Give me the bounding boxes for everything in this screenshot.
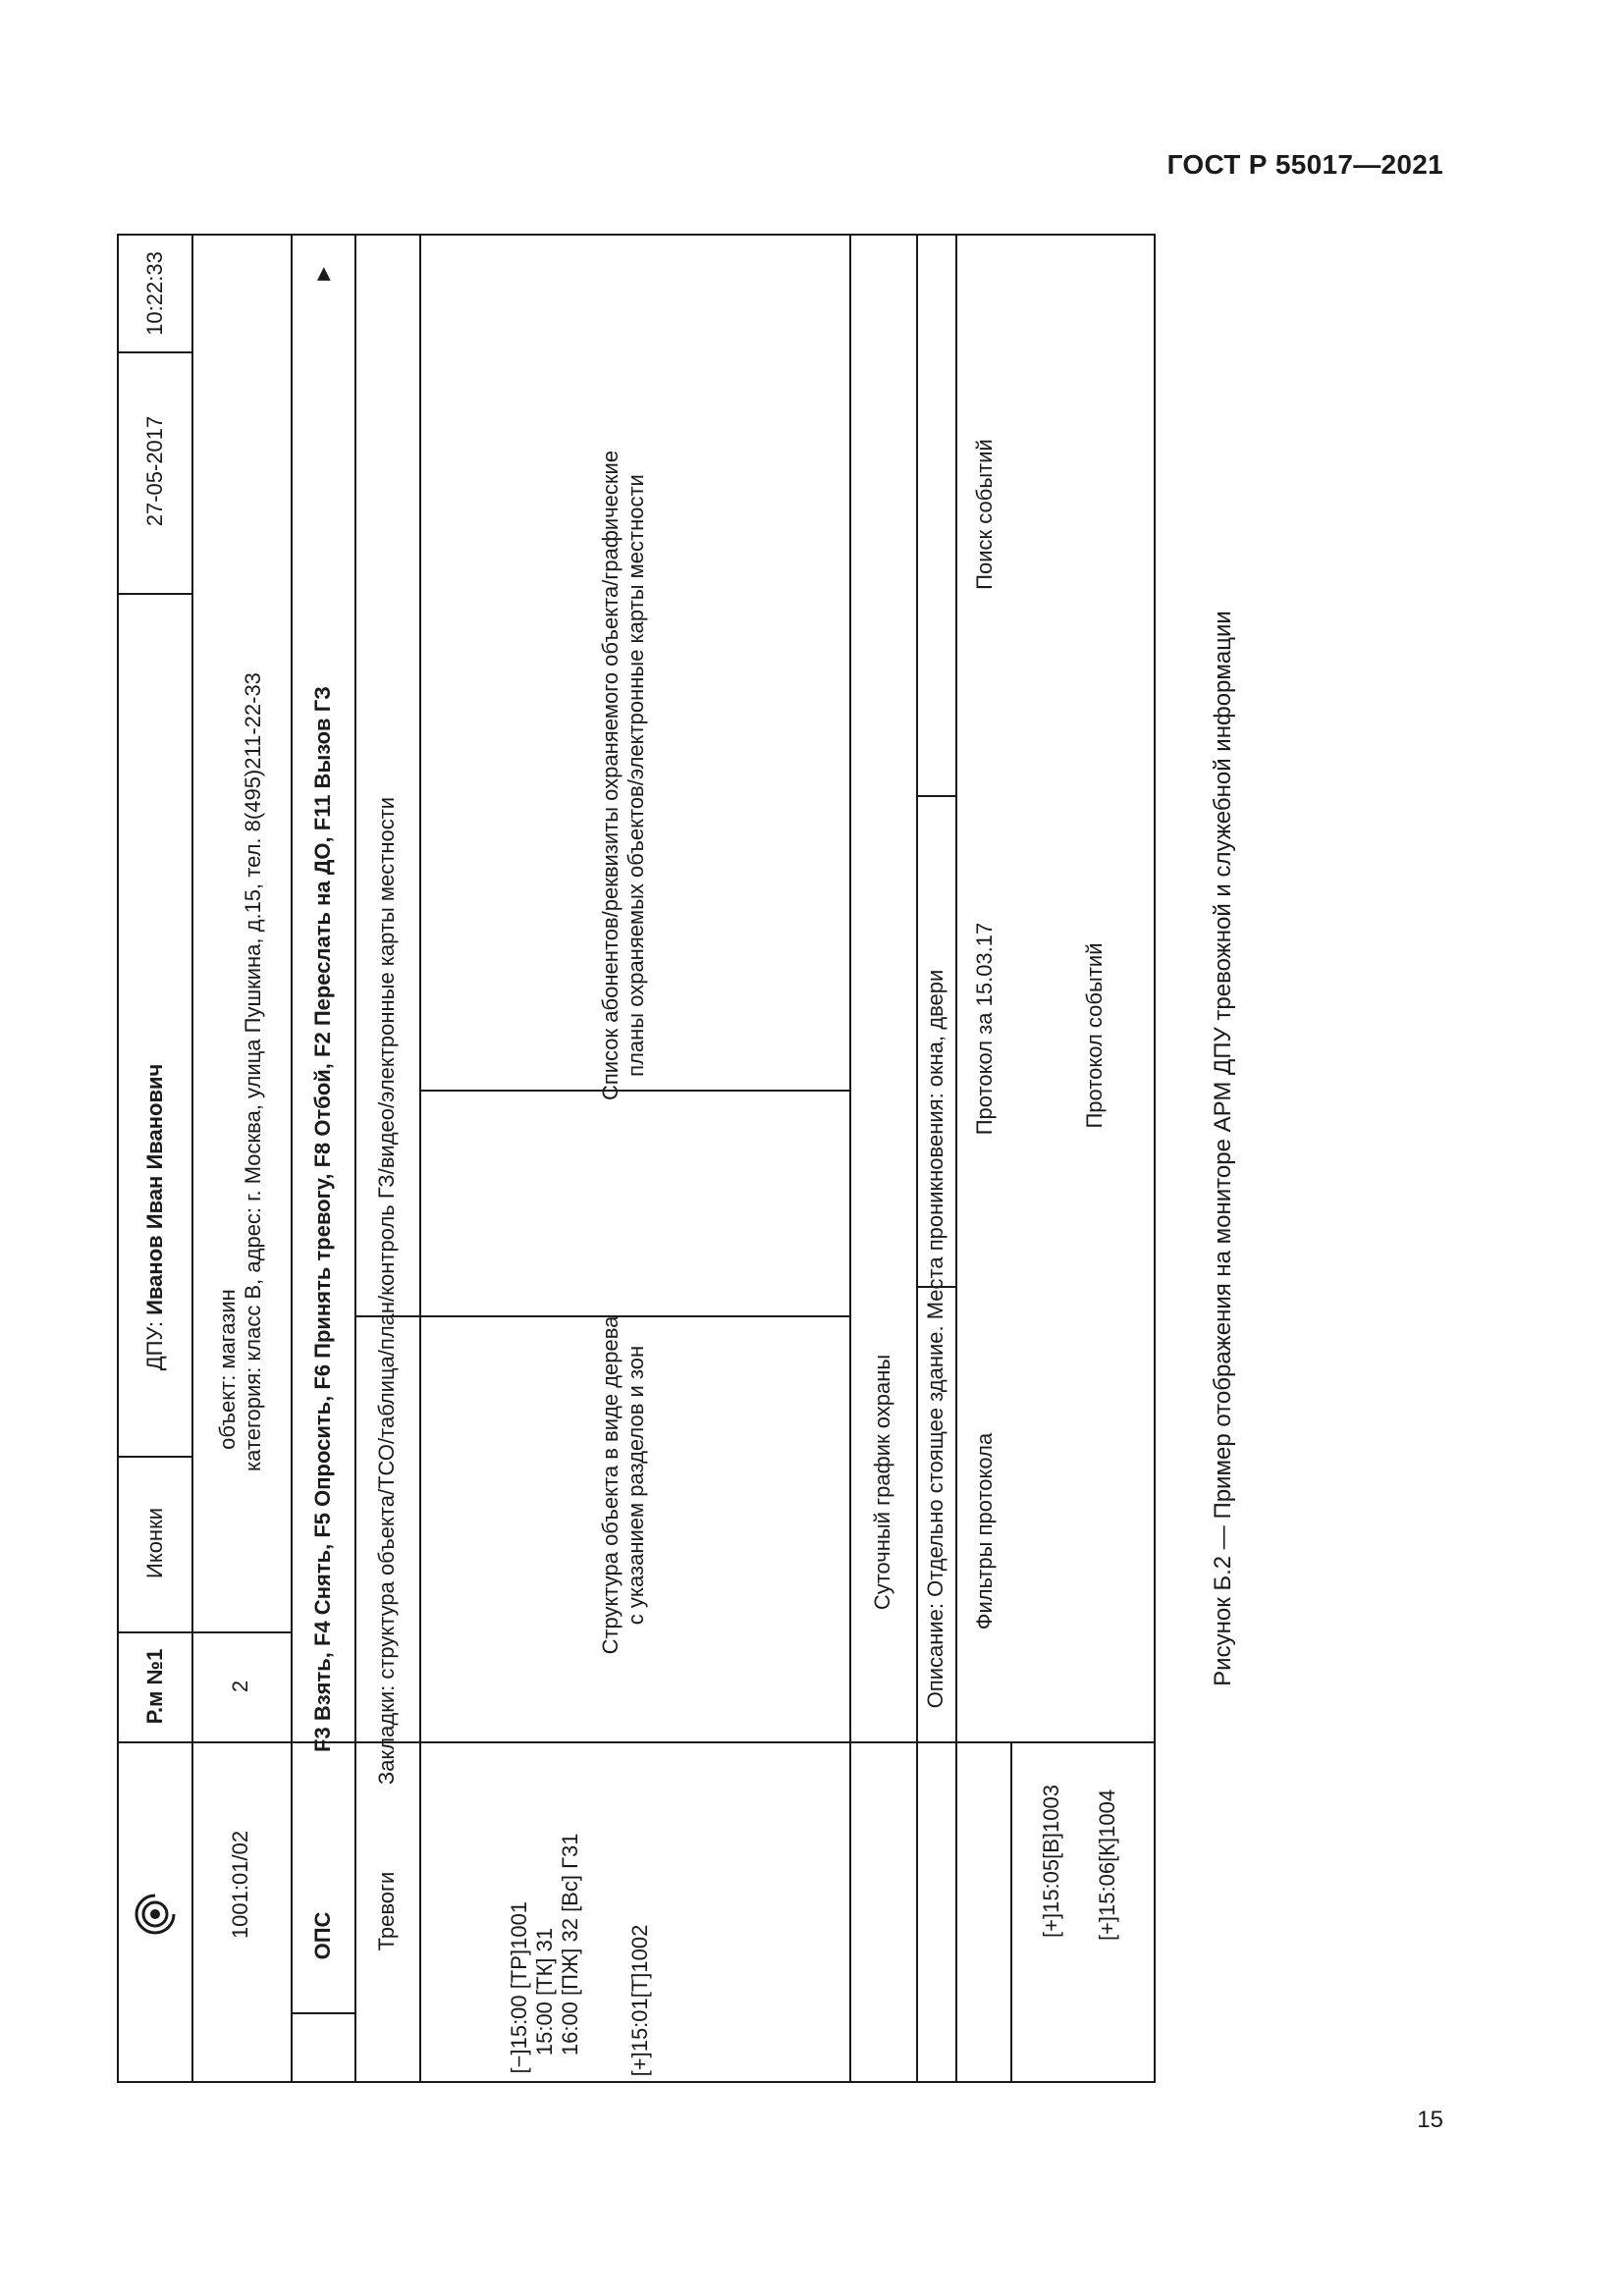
dpu-operator bbox=[142, 1064, 168, 1371]
object-structure-panel[interactable]: Структура объекта в виде дерева с указанием разделов и зон bbox=[598, 1315, 648, 1655]
object-name: объект: магазин bbox=[215, 1289, 240, 1450]
events-protocol-label: Протокол событий bbox=[1082, 942, 1107, 1129]
protocol-date[interactable]: Протокол за 15.03.17 bbox=[972, 922, 997, 1136]
dpu-prefix: ДПУ: bbox=[142, 1314, 167, 1371]
system-label: ОПС bbox=[310, 1911, 335, 1960]
protocol-filters[interactable]: Фильтры протокола bbox=[972, 1432, 997, 1630]
object-tabs[interactable]: Закладки: структура объекта/ТСО/таблица/план/контроль ГЗ/видео/электронные карты местности bbox=[374, 796, 399, 1786]
subscribers-list-panel[interactable]: Список абонентов/реквизиты охраняемого объекта/графические планы охраняемых объектов/электронные карты местности bbox=[598, 450, 648, 1101]
header-split-name bbox=[119, 1456, 191, 1458]
alarms-title: Тревоги bbox=[374, 1871, 399, 1951]
current-date: 27-05-2017 bbox=[142, 415, 167, 527]
band-divider-3 bbox=[354, 236, 356, 2081]
band-divider-5 bbox=[849, 236, 851, 2081]
object-split bbox=[191, 1631, 291, 1633]
protocol-split-2 bbox=[916, 795, 955, 797]
command-hotkeys[interactable]: F3 Взять, F4 Снять, F5 Опросить, F6 Принять тревогу, F8 Отбой, F2 Переслать на ДО, F11 Вызов ГЗ bbox=[310, 686, 335, 1752]
object-description: Описание: Отдельно стоящее здание. Места проникновения: окна, двери bbox=[923, 969, 947, 1709]
band-divider-4 bbox=[419, 236, 421, 2081]
band-divider-7 bbox=[955, 236, 957, 2081]
icons-label: Иконки bbox=[142, 1508, 167, 1578]
search-events[interactable]: Поиск событий bbox=[972, 439, 997, 590]
figure-caption: Рисунок Б.2 — Пример отображения на мониторе АРМ ДПУ тревожной и служебной информации bbox=[1210, 611, 1236, 1686]
current-time: 10:22:33 bbox=[142, 251, 167, 336]
page-number: 15 bbox=[1417, 2107, 1443, 2133]
band-divider-8 bbox=[1010, 1741, 1012, 2081]
dpu-name: Иванов Иван Иванович bbox=[142, 1063, 167, 1315]
workplace-label: Р.м №1 bbox=[142, 1648, 167, 1725]
object-number: 2 bbox=[228, 1680, 252, 1693]
header-split-icons bbox=[119, 1631, 191, 1633]
arrow-split bbox=[291, 2012, 354, 2014]
expand-arrow-icon[interactable]: ▶ bbox=[312, 267, 333, 281]
band-divider-6 bbox=[916, 236, 918, 2081]
band-divider-2 bbox=[291, 236, 293, 2081]
event-row-2[interactable]: [+]15:06[К]1004 bbox=[1095, 1789, 1119, 1942]
object-details: категория: класс В, адрес: г. Москва, улица Пушкина, д.15, тел. 8(495)211-22-33 bbox=[241, 672, 265, 1471]
daily-schedule-panel[interactable]: Суточный график охраны bbox=[870, 1354, 894, 1611]
left-column-divider bbox=[119, 1741, 1154, 1743]
header-split-time bbox=[119, 351, 191, 353]
band-divider-1 bbox=[191, 236, 193, 2081]
screen-layout-frame bbox=[117, 234, 1156, 2083]
alarm-event-second[interactable]: [+]15:01[Т]1002 bbox=[627, 1924, 652, 2077]
object-code: 1001:01/02 bbox=[228, 1830, 252, 1940]
header-split-date bbox=[119, 593, 191, 595]
standard-number: ГОСТ Р 55017—2021 bbox=[1166, 149, 1443, 180]
event-row-1[interactable]: [+]15:05[В]1003 bbox=[1039, 1785, 1063, 1938]
spiral-logo-icon bbox=[134, 1893, 177, 1936]
alarm-event-main[interactable]: [−]15:00 [ТР]1001 15:00 [ТК] 31 16:00 [ПЖ] 32 [Вс] Г31 bbox=[507, 1833, 582, 2074]
